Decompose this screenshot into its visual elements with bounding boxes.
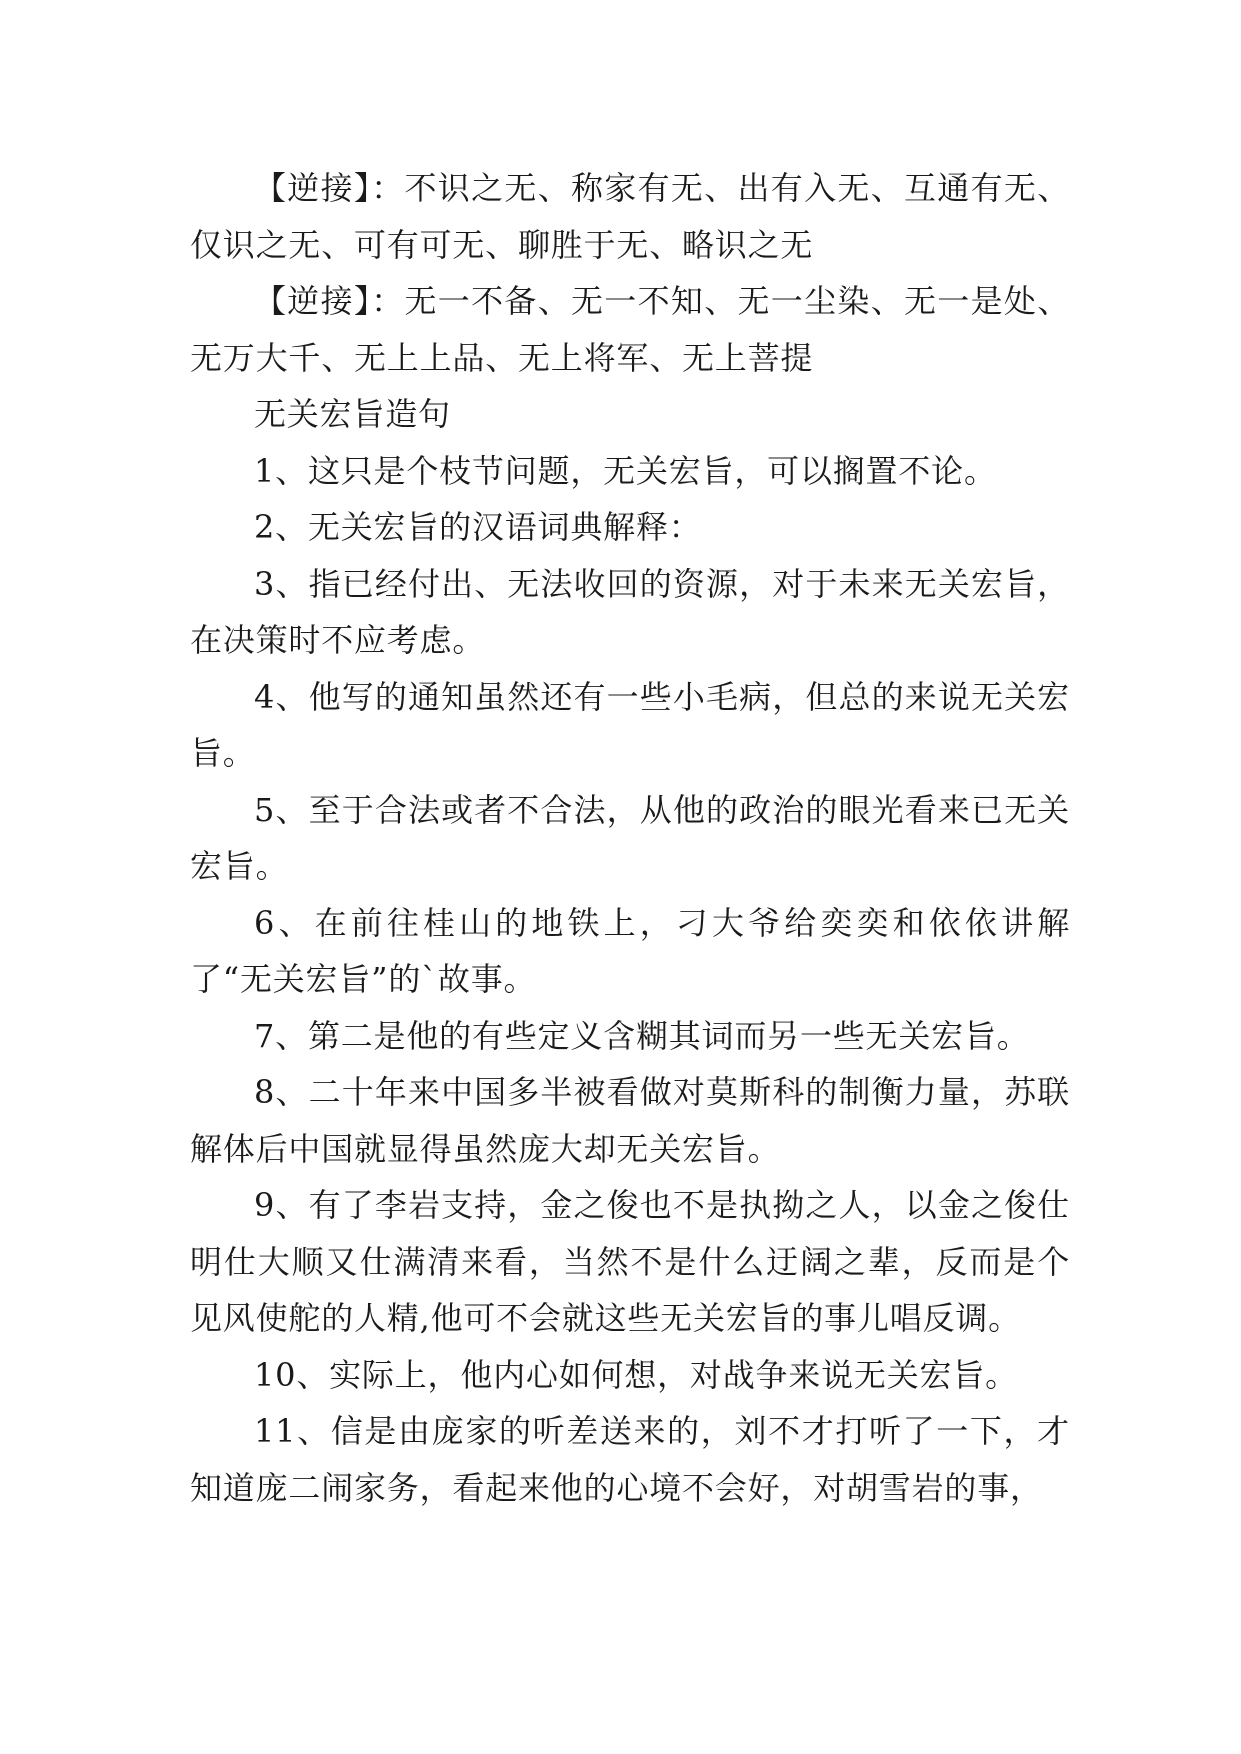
paragraph-text: ：无一不备、无一不知、无一尘染、无一是处、无万大千、无上上品、无上将军、无上菩提 <box>190 282 1070 377</box>
example-sentence: 8、二十年来中国多半被看做对莫斯科的制衡力量，苏联解体后中国就显得虽然庞大却无关宏旨。 <box>190 1073 1070 1168</box>
example-sentence: 3、指已经付出、无法收回的资源，对于未来无关宏旨，在决策时不应考虑。 <box>190 564 1070 659</box>
example-sentence: 7、第二是他的有些定义含糊其词而另一些无关宏旨。 <box>254 1016 1030 1055</box>
section-heading: 无关宏旨造句 <box>254 395 451 433</box>
paragraph-text: ：不识之无、称家有无、出有入无、互通有无、仅识之无、可有可无、聊胜于无、略识之无 <box>190 169 1070 264</box>
example-sentence: 4、他写的通知虽然还有一些小毛病，但总的来说无关宏旨。 <box>190 677 1070 772</box>
example-sentence: 9、有了李岩支持，金之俊也不是执拗之人，以金之俊仕明仕大顺又仕满清来看，当然不是什么迂阔之辈，反而是个见风使舵的人精,他可不会就这些无关宏旨的事儿唱反调。 <box>190 1186 1070 1337</box>
paragraph-label: 【逆接】 <box>254 282 372 320</box>
example-sentence: 2、无关宏旨的汉语词典解释： <box>254 508 702 546</box>
paragraph-label: 【逆接】 <box>254 169 372 207</box>
example-sentence: 1、这只是个枝节问题，无关宏旨，可以搁置不论。 <box>254 451 997 490</box>
paragraph-antonyms-2 <box>190 273 1070 386</box>
paragraph-antonyms-1 <box>190 160 1070 273</box>
document-body <box>190 160 1070 1516</box>
example-sentence: 5、至于合法或者不合法，从他的政治的眼光看来已无关宏旨。 <box>190 790 1070 885</box>
example-sentence: 6、在前往桂山的地铁上，刁大爷给奕奕和依依讲解了“无关宏旨”的`故事。 <box>190 903 1070 998</box>
example-sentence: 11、信是由庞家的听差送来的，刘不才打听了一下，才知道庞二闹家务，看起来他的心境不会好，对胡雪岩的事， <box>190 1412 1070 1507</box>
example-sentence: 10、实际上，他内心如何想，对战争来说无关宏旨。 <box>254 1355 1018 1394</box>
